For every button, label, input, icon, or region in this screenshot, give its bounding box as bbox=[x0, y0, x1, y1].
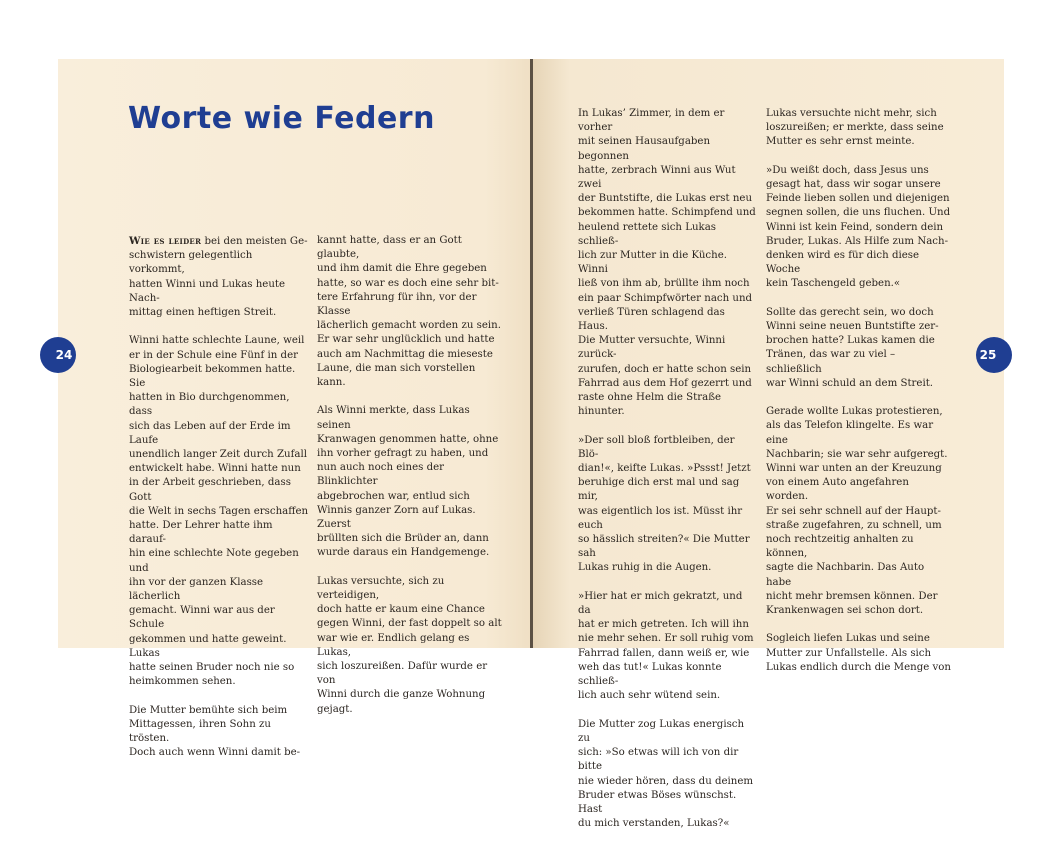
right-page bbox=[532, 59, 1004, 830]
paragraph: Sogleich liefen Lukas und seine Mutter zur Unfallstelle. Als sich Lukas endlich durch die Menge von bbox=[766, 633, 951, 673]
paragraph: Als Winni merkte, dass Lukas seinen Kranwagen genommen hatte, ohne ihn vorher gefragt zu haben, und nun auch noch eines der Blinklichter abgebrochen war, entlud sich Winnis ganzer Zorn auf Lukas. Zuerst brüllten sich die Brüder an, dann wurde daraus ein Handgemenge. bbox=[317, 405, 499, 559]
page-number-right: 25 bbox=[976, 337, 1012, 373]
paragraph: »Hier hat er mich gekratzt, und da hat er mich getreten. Ich will ihn nie mehr sehen. Er soll ruhig vom Fahrrad fallen, dann weiß er, wie weh das tut!« Lukas konnte schließ- lich auch sehr wütend sein. bbox=[578, 590, 754, 702]
paragraph: »Du weißt doch, dass Jesus uns gesagt hat, dass wir sogar unsere Feinde lieben sollen und diejenigen segnen sollen, die uns fluchen. Und Winni ist kein Feind, sondern dein Bruder, Lukas. Als Hilfe zum Nach- denken wird es für dich diese Woche kein Taschengeld geben.« bbox=[766, 164, 951, 290]
paragraph: In Lukas’ Zimmer, in dem er vorher mit seinen Hausaufgaben begonnen hatte, zerbrach Winni aus Wut zwei der Buntstifte, die Lukas erst neu bekommen hatte. Schimpfend und heulend rettete sich Lukas schließ- lich zur Mutter in die Küche. Winni ließ von ihm ab, brüllte ihm noch ein paar Schimpfwörter nach und verließ Türen schlagend das Haus. Die Mutter versuchte, Winni zurück- zurufen, doch er hatte schon sein Fahrrad aus dem Hof gezerrt und raste ohne Helm die Straße hinunter. bbox=[578, 108, 756, 418]
book-spread bbox=[55, 59, 1004, 830]
right-column-1 bbox=[578, 107, 758, 846]
left-page bbox=[58, 59, 532, 759]
paragraph-text: bei den meisten Ge- schwistern gelegentlich vorkommt, hatten Winni und Lukas heute Nach- mittag einen heftigen Streit. bbox=[129, 236, 308, 319]
left-column-1 bbox=[129, 234, 309, 775]
paragraph: kannt hatte, dass er an Gott glaubte, und ihm damit die Ehre gegeben hatte, so war es doch eine sehr bit- tere Erfahrung für ihn, vor der Klasse lächerlich gemacht worden zu sein. Er war sehr unglücklich und hatte auch am Nachmittag die mieseste Laune, die man sich vorstellen kann. bbox=[317, 235, 501, 389]
paragraph: Die Mutter zog Lukas energisch zu sich: »So etwas will ich von dir bitte nie wieder hören, dass du deinem Bruder etwas Böses wünschst. Hast du mich verstanden, Lukas?« bbox=[578, 718, 754, 830]
paragraph: Sollte das gerecht sein, wo doch Winni seine neuen Buntstifte zer- brochen hatte? Lukas kamen die Tränen, das war zu viel – schließlich war Winni schuld an dem Streit. bbox=[766, 306, 939, 389]
left-column-2 bbox=[317, 234, 503, 731]
chapter-title: Worte wie Federn bbox=[128, 101, 435, 136]
paragraph: Winni hatte schlechte Laune, weil er in der Schule eine Fünf in der Biologiearbeit bekommen hatte. Sie hatten in Bio durchgenommen, dass sich das Leben auf der Erde im Laufe unendlich langer Zeit durch Zufall entwickelt habe. Winni hatte nun in der Arbeit geschrieben, dass Gott die Welt in sechs Tagen erschaffen hatte. Der Lehrer hatte ihm darauf- hin eine schlechte Note gegeben und ihn vor der ganzen Klasse lächerlich gemacht. Winni war aus der Schule gekommen und hatte geweint. Lukas hatte seinen Bruder noch nie so heimkommen sehen. bbox=[129, 335, 309, 688]
paragraph: »Der soll bloß fortbleiben, der Blö- dian!«, keifte Lukas. »Pssst! Jetzt beruhige dich erst mal und sag mir, was eigentlich los ist. Müsst ihr euch so hässlich streiten?« Die Mutter sah Lukas ruhig in die Augen. bbox=[578, 434, 751, 574]
lead-in: Wie es leider bbox=[129, 235, 202, 247]
paragraph: Lukas versuchte, sich zu verteidigen, doch hatte er kaum eine Chance gegen Winni, der fast doppelt so alt war wie er. Endlich gelang es Lukas, sich loszureißen. Dafür wurde er von Winni durch die ganze Wohnung gejagt. bbox=[317, 575, 502, 715]
book-gutter bbox=[530, 59, 533, 648]
page-number-left: 24 bbox=[40, 337, 76, 373]
paragraph: Die Mutter bemühte sich beim Mittagessen, ihren Sohn zu trösten. Doch auch wenn Winni damit be- bbox=[129, 704, 301, 759]
paragraph: Gerade wollte Lukas protestieren, als das Telefon klingelte. Es war eine Nachbarin; sie war sehr aufgeregt. Winni war unten an der Kreuzung von einem Auto angefahren worden. Er sei sehr schnell auf der Haupt- straße zugefahren, zu schnell, um noch rechtzeitig anhalten zu können, sagte die Nachbarin. Das Auto habe nicht mehr bremsen können. Der Krankenwagen sei schon dort. bbox=[766, 406, 948, 617]
paragraph bbox=[129, 234, 309, 320]
right-column-2 bbox=[766, 107, 952, 689]
paragraph: Lukas versuchte nicht mehr, sich loszureißen; er merkte, dass seine Mutter es sehr ernst meinte. bbox=[766, 108, 944, 148]
